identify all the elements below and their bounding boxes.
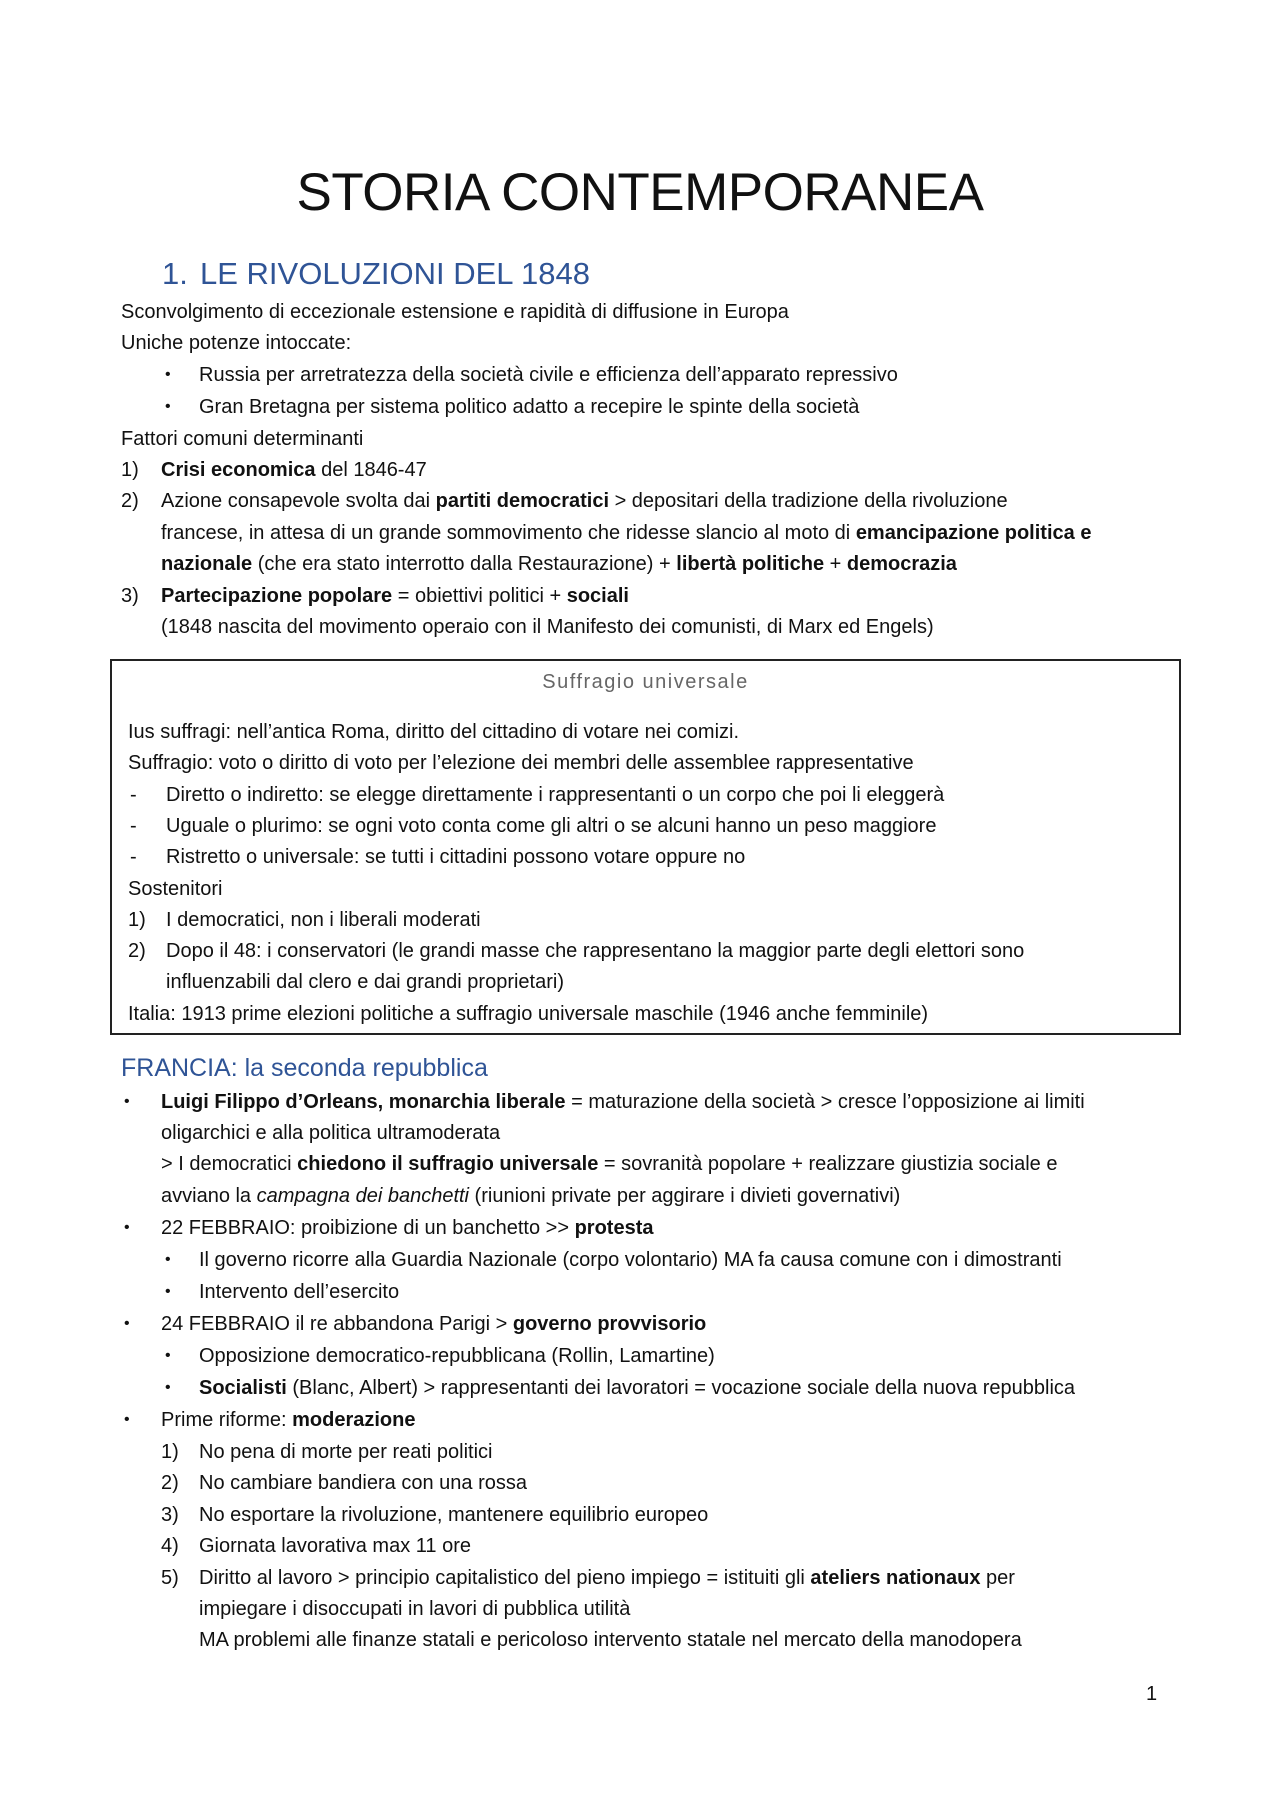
italic-text: campagna dei banchetti (256, 1185, 469, 1207)
untouched-label: Uniche potenze intoccate: (121, 332, 352, 354)
suffrage-box-title: Suffragio universale (542, 671, 749, 693)
bullet-marker: • (124, 1219, 130, 1236)
france-item (161, 1312, 706, 1336)
reform-item: No esportare la rivoluzione, mantenere equilibrio europeo (199, 1504, 709, 1526)
reform-item-continued: impiegare i disoccupati in lavori di pubblica utilità (199, 1598, 631, 1620)
box-line: Suffragio: voto o diritto di voto per l’elezione dei membri delle assemblee rappresentative (128, 752, 914, 774)
reform-item: No cambiare bandiera con una rossa (199, 1472, 527, 1494)
bold-text: ateliers nationaux (810, 1567, 981, 1589)
bold-text: sociali (566, 585, 629, 607)
france-item-continued (161, 1184, 900, 1208)
dash-marker: - (130, 784, 137, 806)
supporters-label: Sostenitori (128, 878, 223, 900)
text-span: + (824, 553, 847, 575)
reform-item: Giornata lavorativa max 11 ore (199, 1535, 471, 1557)
bullet-marker: • (165, 1251, 171, 1268)
box-dash-item: Uguale o plurimo: se ogni voto conta come gli altri o se alcuni hanno un peso maggiore (166, 815, 937, 837)
france-subitem: Il governo ricorre alla Guardia Nazionale (corpo volontario) MA fa causa comune con i dimostranti (199, 1249, 1062, 1271)
dash-marker: - (130, 815, 137, 837)
text-span: (Blanc, Albert) > rappresentanti dei lavoratori = vocazione sociale della nuova repubblica (286, 1377, 1076, 1399)
france-item (161, 1090, 1085, 1114)
factor-item-continued (161, 521, 1091, 545)
france-subitem: Opposizione democratico-repubblicana (Rollin, Lamartine) (199, 1345, 715, 1367)
text-span: = obiettivi politici + (392, 585, 567, 607)
reform-item-continued: MA problemi alle finanze statali e pericoloso intervento statale nel mercato della manodopera (199, 1629, 1022, 1651)
box-line: Ius suffragi: nell’antica Roma, diritto del cittadino di votare nei comizi. (128, 721, 740, 743)
untouched-item: Gran Bretagna per sistema politico adatto a recepire le spinte della società (199, 396, 860, 418)
list-number: 3) (121, 585, 139, 607)
bold-text: libertà politiche (676, 553, 825, 575)
text-span: Diritto al lavoro > principio capitalistico del pieno impiego = istituiti gli (199, 1567, 811, 1589)
bold-text: emancipazione politica e (855, 522, 1092, 544)
intro-line: Sconvolgimento di eccezionale estensione e rapidità di diffusione in Europa (121, 301, 789, 323)
list-number: 4) (161, 1535, 179, 1557)
text-span: > depositari della tradizione della rivoluzione (609, 490, 1008, 512)
factor-item (161, 458, 427, 482)
page-number: 1 (1146, 1683, 1158, 1705)
bold-text: democrazia (846, 553, 957, 575)
list-number: 1) (121, 459, 139, 481)
bold-text: chiedono il suffragio universale (297, 1153, 599, 1175)
text-span: Prime riforme: (161, 1409, 293, 1431)
bold-text: Partecipazione popolare (161, 585, 393, 607)
bold-text: moderazione (292, 1409, 416, 1431)
france-item-continued (161, 1152, 1057, 1176)
reform-item: No pena di morte per reati politici (199, 1441, 493, 1463)
text-span: = maturazione della società > cresce l’opposizione ai limiti (565, 1091, 1085, 1113)
factors-label: Fattori comuni determinanti (121, 428, 364, 450)
text-span: francese, in attesa di un grande sommovimento che ridesse slancio al moto di (161, 522, 856, 544)
bold-text: Socialisti (199, 1377, 287, 1399)
bullet-marker: • (165, 1379, 171, 1396)
list-number: 1) (161, 1441, 179, 1463)
text-span: = sovranità popolare + realizzare giustizia sociale e (598, 1153, 1058, 1175)
text-span: (riunioni private per aggirare i divieti governativi) (469, 1185, 901, 1207)
text-span: Azione consapevole svolta dai (161, 490, 436, 512)
bullet-marker: • (124, 1315, 130, 1332)
bullet-marker: • (165, 398, 171, 415)
dash-marker: - (130, 846, 137, 868)
page-title: STORIA CONTEMPORANEA (296, 163, 984, 222)
section-heading (162, 256, 590, 292)
list-number: 2) (128, 940, 146, 962)
factor-item-continued (161, 552, 957, 576)
subsection-heading: FRANCIA: la seconda repubblica (121, 1054, 488, 1082)
reform-item (199, 1566, 1015, 1590)
section-title: LE RIVOLUZIONI DEL 1848 (200, 256, 590, 291)
text-span: 22 FEBBRAIO: proibizione di un banchetto >> (161, 1217, 575, 1239)
text-span: (che era stato interrotto dalla Restaurazione) + (252, 553, 677, 575)
supporter-item: Dopo il 48: i conservatori (le grandi masse che rappresentano la maggior parte degli elettori sono (166, 940, 1025, 962)
list-number: 1) (128, 909, 146, 931)
text-span: 24 FEBBRAIO il re abbandona Parigi > (161, 1313, 513, 1335)
bullet-marker: • (124, 1411, 130, 1428)
bullet-marker: • (165, 1283, 171, 1300)
factor-item (161, 489, 1008, 513)
bullet-marker: • (165, 1347, 171, 1364)
factor-item (161, 584, 629, 608)
section-number: 1. (162, 256, 188, 291)
box-line: Italia: 1913 prime elezioni politiche a suffragio universale maschile (1946 anche femminile) (128, 1003, 929, 1025)
box-dash-item: Diretto o indiretto: se elegge direttamente i rappresentanti o un corpo che poi li eleggerà (166, 784, 945, 806)
france-subitem (199, 1376, 1075, 1400)
factor-item-continued: (1848 nascita del movimento operaio con il Manifesto dei comunisti, di Marx ed Engels) (161, 616, 934, 638)
france-item-continued: oligarchici e alla politica ultramoderata (161, 1122, 501, 1144)
supporter-item: I democratici, non i liberali moderati (166, 909, 481, 931)
france-item (161, 1216, 654, 1240)
text-span: per (980, 1567, 1015, 1589)
text-span: del 1846-47 (315, 459, 427, 481)
bold-text: Luigi Filippo d’Orleans, monarchia liberale (161, 1091, 566, 1113)
france-subitem: Intervento dell’esercito (199, 1281, 400, 1303)
list-number: 5) (161, 1567, 179, 1589)
untouched-item: Russia per arretratezza della società civile e efficienza dell’apparato repressivo (199, 364, 898, 386)
france-item (161, 1408, 415, 1432)
text-span: avviano la (161, 1185, 257, 1207)
list-number: 2) (161, 1472, 179, 1494)
bullet-marker: • (124, 1093, 130, 1110)
bold-text: governo provvisorio (512, 1313, 707, 1335)
list-number: 3) (161, 1504, 179, 1526)
supporter-item-continued: influenzabili dal clero e dai grandi proprietari) (166, 971, 564, 993)
bold-text: nazionale (161, 553, 253, 575)
bold-text: partiti democratici (435, 490, 610, 512)
bold-text: Crisi economica (161, 459, 316, 481)
bold-text: protesta (574, 1217, 654, 1239)
box-dash-item: Ristretto o universale: se tutti i cittadini possono votare oppure no (166, 846, 746, 868)
bullet-marker: • (165, 366, 171, 383)
text-span: > I democratici (161, 1153, 298, 1175)
list-number: 2) (121, 490, 139, 512)
